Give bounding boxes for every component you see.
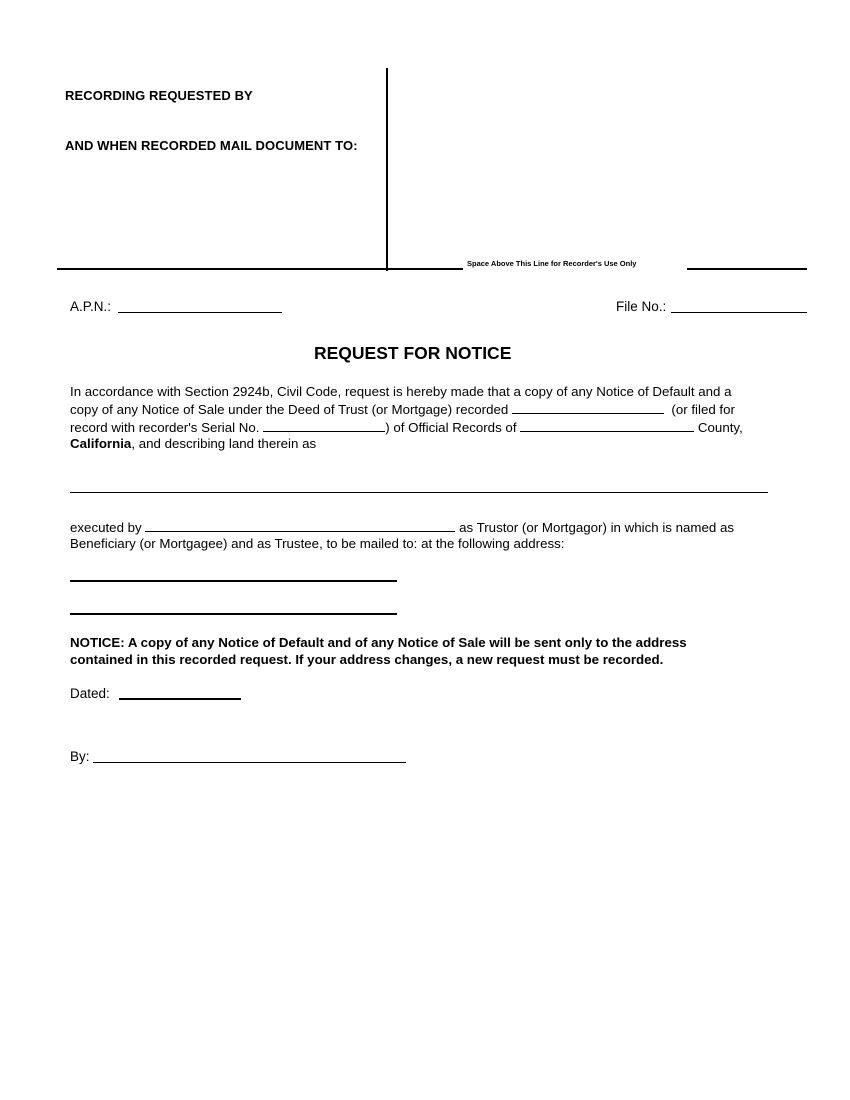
p1-line4-text: , and describing land therein as — [131, 436, 317, 451]
p2-line2: Beneficiary (or Mortgagee) and as Trustee, to be mailed to: at the following address: — [70, 536, 565, 551]
header-vertical-divider — [386, 68, 388, 271]
by-signature-field[interactable] — [93, 762, 406, 763]
page-title: REQUEST FOR NOTICE — [314, 343, 512, 363]
p1-line3-text-c: County, — [697, 420, 743, 435]
file-no-label: File No.: — [616, 299, 667, 314]
notice-line1: NOTICE: A copy of any Notice of Default and of any Notice of Sale will be sent only to the address — [70, 635, 687, 650]
mail-document-to-label: AND WHEN RECORDED MAIL DOCUMENT TO: — [65, 138, 358, 153]
file-no-field[interactable] — [671, 312, 807, 313]
p2-line1-text: executed by — [70, 520, 142, 535]
address-line-1[interactable] — [70, 580, 397, 582]
executed-paragraph — [70, 518, 770, 552]
p1-line3-text-b: ) of Official Records of — [385, 420, 517, 435]
p1-line2 — [70, 400, 770, 418]
serial-no-field[interactable] — [263, 418, 385, 432]
recording-requested-by-label: RECORDING REQUESTED BY — [65, 88, 253, 103]
recorded-date-field[interactable] — [512, 400, 664, 414]
notice-block — [70, 634, 780, 668]
dated-field[interactable] — [119, 698, 241, 700]
p1-line3-text: record with recorder's Serial No. — [70, 420, 260, 435]
p2-line1-text-b: as Trustor (or Mortgagor) in which is named as — [459, 520, 735, 535]
land-description-field[interactable] — [70, 492, 768, 493]
p1-line1: In accordance with Section 2924b, Civil Code, request is hereby made that a copy of any Notice of Default and a — [70, 384, 732, 399]
address-line-2[interactable] — [70, 613, 397, 615]
recorder-line-left — [57, 268, 463, 270]
state-name: California — [70, 436, 132, 451]
p1-line4 — [70, 436, 770, 452]
county-field[interactable] — [520, 418, 694, 432]
p1-line3 — [70, 418, 770, 436]
request-paragraph — [70, 384, 770, 452]
p2-line1 — [70, 518, 770, 536]
notice-line2: contained in this recorded request. If your address changes, a new request must be recorded. — [70, 652, 664, 667]
trustor-field[interactable] — [145, 518, 455, 532]
recorder-line-right — [687, 268, 807, 270]
recorder-space-note: Space Above This Line for Recorder's Use Only — [467, 259, 637, 268]
dated-label: Dated: — [70, 686, 110, 701]
p1-line2-text: copy of any Notice of Sale under the Deed of Trust (or Mortgage) recorded — [70, 402, 509, 417]
p1-line2-text-b: (or filed for — [671, 402, 735, 417]
apn-field[interactable] — [118, 312, 282, 313]
apn-label: A.P.N.: — [70, 299, 112, 314]
by-label: By: — [70, 749, 90, 764]
